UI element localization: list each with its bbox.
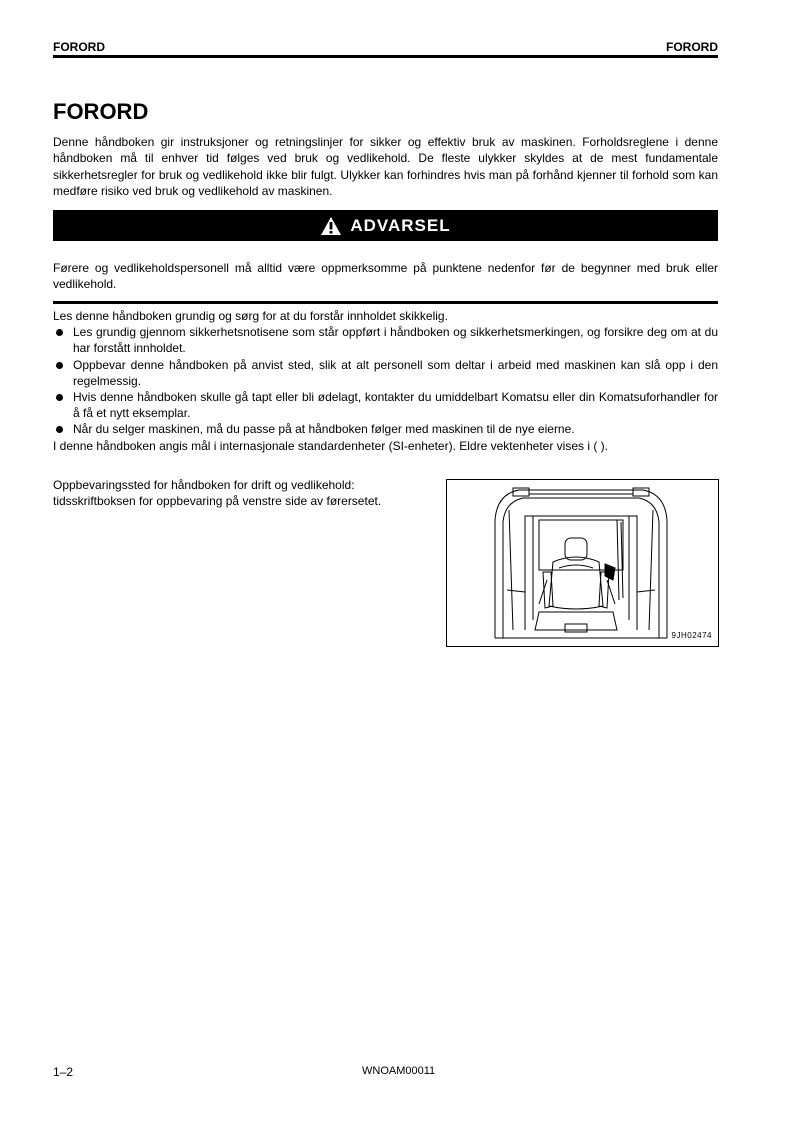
storage-line-1: Oppbevaringssted for håndboken for drift og vedlikehold: <box>53 478 355 492</box>
storage-line-2: tidsskriftboksen for oppbevaring på venstre side av førersetet. <box>53 494 382 509</box>
page-title: FORORD <box>53 99 149 124</box>
instruction-lead: Les denne håndboken grundig og sørg for at du forstår innholdet skikkelig. <box>53 309 448 323</box>
document-code: WNOAM00011 <box>362 1065 436 1077</box>
figure-code: 9JH02474 <box>671 631 712 640</box>
units-note: I denne håndboken angis mål i internasjonale standardenheter (SI-enheter). Eldre vektenheter vises i ( ). <box>53 438 608 453</box>
header-rule <box>53 55 718 58</box>
warning-triangle-icon <box>320 216 342 236</box>
operator-cab-illustration <box>447 480 718 646</box>
page-number: 1–2 <box>53 1065 74 1079</box>
warning-banner <box>53 210 718 241</box>
list-item: Les grundig gjennom sikkerhetsnotisene som står oppført i håndboken og sikkerhetsmerkingen, og forsikre deg om at du har forstått innholdet. <box>53 324 718 356</box>
warning-label: ADVARSEL <box>350 215 451 235</box>
intro-paragraph: Denne håndboken gir instruksjoner og retningslinjer for sikker og effektiv bruk av maskinen. Forholdsreglene i denne håndboken må til enhver tid følges ved bruk og vedlikehold. De fleste ulykker skyldes at de mest fundamentale sikkerhetsregler for bruk og vedlikehold ikke blir fulgt. Ulykker kan forhindres hvis man på forhånd kjenner til forhold som kan medføre risiko ved bruk og vedlikehold av maskinen. <box>53 135 718 198</box>
header-right: FORORD <box>666 40 718 54</box>
warning-bottom-rule <box>53 301 718 304</box>
header-left: FORORD <box>53 40 105 54</box>
instruction-list <box>53 308 718 454</box>
warning-text: Førere og vedlikeholdspersonell må alltid være oppmerksomme på punktene nedenfor før de begynner med bruk eller vedlikehold. <box>53 261 718 292</box>
list-item: Hvis denne håndboken skulle gå tapt eller bli ødelagt, kontakter du umiddelbart Komatsu eller din Komatsuforhandler for å få et nytt eksemplar. <box>53 389 718 421</box>
cab-figure <box>446 479 719 647</box>
storage-location <box>53 477 433 510</box>
list-item: Når du selger maskinen, må du passe på at håndboken følger med maskinen til de nye eierne. <box>53 421 718 437</box>
list-item: Oppbevar denne håndboken på anvist sted, slik at alt personell som deltar i arbeid med maskinen kan slå opp i den regelmessig. <box>53 357 718 389</box>
